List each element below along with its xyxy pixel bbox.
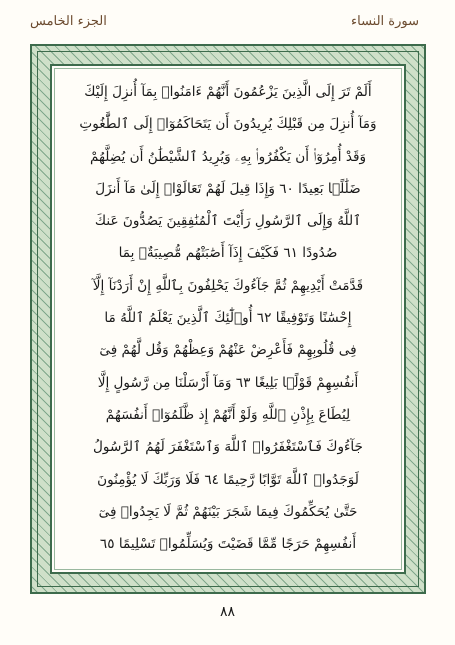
quran-text xyxy=(64,76,392,564)
text-line: قَدَّمَتْ أَيْدِيهِمْ ثُمَّ جَآءُوكَ يَحْلِفُونَ بِٱللَّهِ إِنْ أَرَدْنَآ إِلَّآ xyxy=(92,277,364,294)
text-line: صُدُودًا ٦١ فَكَيْفَ إِذَآ أَصَٰبَتْهُم مُّصِيبَةٌۢ بِمَا xyxy=(118,245,338,262)
text-line: ضَلَٰلًۢا بَعِيدًا ٦٠ وَإِذَا قِيلَ لَهُمْ تَعَالَوْا۟ إِلَىٰ مَآ أَنزَلَ xyxy=(95,180,361,197)
ornamental-border xyxy=(30,44,426,594)
text-panel xyxy=(50,64,406,574)
page-number: ٨٨ xyxy=(219,604,236,620)
text-line: أَنفُسِهِمْ قَوْلًۢا بَلِيغًا ٦٣ وَمَآ أَرْسَلْنَا مِن رَّسُولٍ إِلَّا xyxy=(97,374,359,391)
text-line: فِى قُلُوبِهِمْ فَأَعْرِضْ عَنْهُمْ وَعِظْهُمْ وَقُل لَّهُمْ فِىٓ xyxy=(99,342,357,359)
juz-header: الجزء الخامس xyxy=(30,14,107,29)
text-line: أَنفُسِهِمْ حَرَجًا مِّمَّا قَضَيْتَ وَيُسَلِّمُوا۟ تَسْلِيمًا ٦٥ xyxy=(99,536,357,553)
surah-header: سورة النساء xyxy=(351,14,419,29)
text-line: أَلَمْ تَرَ إِلَى الَّذِينَ يَزْعُمُونَ أَنَّهُمْ ءَامَنُوا۟ بِمَآ أُنزِلَ إِلَيْكَ xyxy=(84,84,372,100)
text-line: جَآءُوكَ فَٱسْتَغْفَرُوا۟ ٱللَّهَ وَٱسْتَغْفَرَ لَهُمُ ٱلرَّسُولُ xyxy=(93,439,363,456)
text-line: لِيُطَاعَ بِإِذْنِ ٱللَّهِ وَلَوْ أَنَّهُمْ إِذ ظَّلَمُوٓا۟ أَنفُسَهُمْ xyxy=(105,406,351,423)
text-line: حَتَّىٰ يُحَكِّمُوكَ فِيمَا شَجَرَ بَيْنَهُمْ ثُمَّ لَا يَجِدُوا۟ فِىٓ xyxy=(98,503,358,520)
text-line: وَقَدْ أُمِرُوٓا۟ أَن يَكْفُرُوا۟ بِهِۦ وَيُرِيدُ ٱلشَّيْطَٰنُ أَن يُضِلَّهُمْ xyxy=(89,148,367,165)
text-line: إِحْسَٰنًا وَتَوْفِيقًا ٦٢ أُو۟لَٰٓئِكَ ٱلَّذِينَ يَعْلَمُ ٱللَّهُ مَا xyxy=(104,310,352,327)
text-line: ٱللَّهُ وَإِلَى ٱلرَّسُولِ رَأَيْتَ ٱلْمُنَٰفِقِينَ يَصُدُّونَ عَنكَ xyxy=(94,213,362,230)
text-line: لَوَجَدُوا۟ ٱللَّهَ تَوَّابًا رَّحِيمًا ٦٤ فَلَا وَرَبِّكَ لَا يُؤْمِنُونَ xyxy=(97,471,359,488)
text-line: وَمَآ أُنزِلَ مِن قَبْلِكَ يُرِيدُونَ أَن يَتَحَاكَمُوٓا۟ إِلَى ٱلطَّٰغُوتِ xyxy=(79,116,377,133)
